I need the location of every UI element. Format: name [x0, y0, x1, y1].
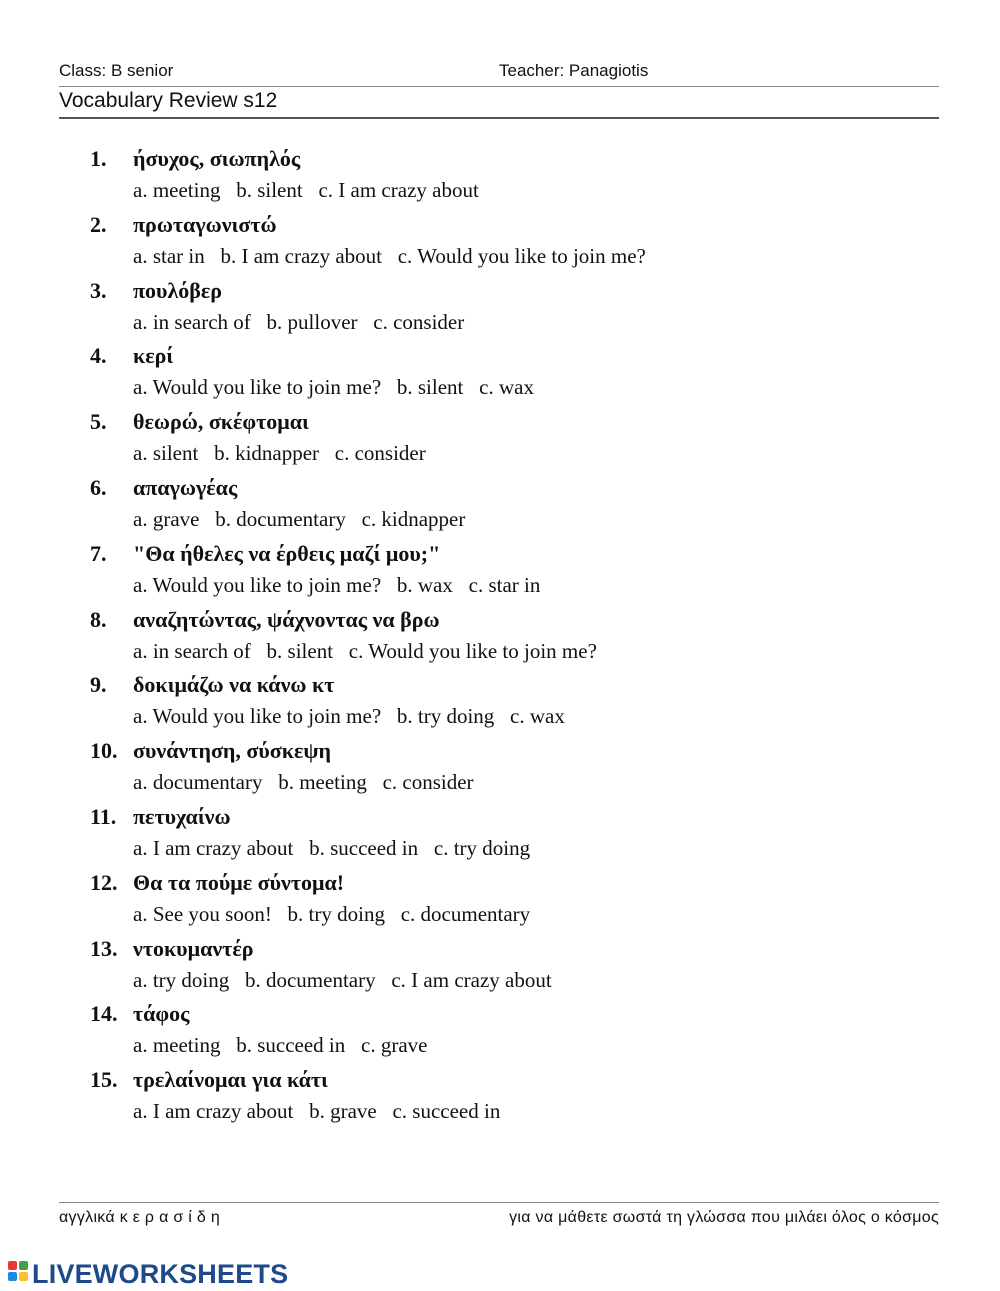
answer-options[interactable]: a. meeting b. succeed in c. grave [133, 1033, 428, 1057]
header-divider [59, 86, 939, 87]
logo-tile-icon [8, 1272, 17, 1281]
question-prompt: αναζητώντας, ψάχνοντας να βρω [133, 607, 440, 632]
answer-options[interactable]: a. Would you like to join me? b. try doing c. wax [133, 704, 565, 728]
question-number: 11. [90, 804, 117, 829]
question-item [0, 540, 1000, 606]
question-item [0, 737, 1000, 803]
question-item [0, 145, 1000, 211]
question-number: 12. [90, 870, 118, 895]
answer-options[interactable]: a. I am crazy about b. grave c. succeed in [133, 1099, 501, 1123]
question-prompt: ντοκυμαντέρ [133, 936, 254, 961]
logo-tile-icon [8, 1261, 17, 1270]
class-label: Class: B senior [59, 61, 174, 80]
question-item [0, 803, 1000, 869]
answer-options[interactable]: a. in search of b. silent c. Would you like to join me? [133, 639, 597, 663]
question-item [0, 869, 1000, 935]
answer-options[interactable]: a. star in b. I am crazy about c. Would you like to join me? [133, 244, 646, 268]
question-prompt: δοκιμάζω να κάνω κτ [133, 672, 335, 697]
question-prompt: ήσυχος, σιωπηλός [133, 146, 301, 171]
question-number: 15. [90, 1067, 118, 1092]
question-number: 7. [90, 541, 107, 566]
question-prompt: Θα τα πούμε σύντομα! [133, 870, 345, 895]
question-number: 13. [90, 936, 118, 961]
question-prompt: πουλόβερ [133, 278, 223, 303]
question-prompt: τρελαίνομαι για κάτι [133, 1067, 328, 1092]
worksheet-header [59, 61, 939, 85]
logo-tile-icon [19, 1261, 28, 1270]
logo-text: LIVEWORKSHEETS [32, 1259, 289, 1289]
answer-options[interactable]: a. I am crazy about b. succeed in c. try doing [133, 836, 531, 860]
answer-options[interactable]: a. documentary b. meeting c. consider [133, 770, 474, 794]
question-item [0, 474, 1000, 540]
question-number: 3. [90, 278, 107, 303]
question-number: 10. [90, 738, 118, 763]
question-number: 2. [90, 212, 107, 237]
answer-options[interactable]: a. silent b. kidnapper c. consider [133, 441, 426, 465]
answer-options[interactable]: a. in search of b. pullover c. consider [133, 310, 465, 334]
question-item [0, 408, 1000, 474]
teacher-label: Teacher: Panagiotis [499, 61, 649, 80]
question-prompt: απαγωγέας [133, 475, 238, 500]
footer-divider [59, 1202, 939, 1203]
question-number: 5. [90, 409, 107, 434]
question-prompt: πετυχαίνω [133, 804, 231, 829]
question-item [0, 211, 1000, 277]
footer-right-text: για να μάθετε σωστά τη γλώσσα που μιλάει όλος ο κόσμος [509, 1209, 939, 1226]
logo-tile-icon [19, 1272, 28, 1281]
answer-options[interactable]: a. See you soon! b. try doing c. documentary [133, 902, 531, 926]
question-number: 1. [90, 146, 107, 171]
question-number: 8. [90, 607, 107, 632]
footer-left-text: αγγλικά κ ε ρ α σ ί δ η [59, 1209, 221, 1226]
question-item [0, 277, 1000, 343]
question-item [0, 935, 1000, 1001]
question-item [0, 671, 1000, 737]
question-prompt: κερί [133, 343, 174, 368]
worksheet-title: Vocabulary Review s12 [59, 89, 278, 112]
question-prompt: τάφος [133, 1001, 190, 1026]
answer-options[interactable]: a. try doing b. documentary c. I am crazy about [133, 968, 552, 992]
answer-options[interactable]: a. Would you like to join me? b. wax c. star in [133, 573, 541, 597]
question-number: 9. [90, 672, 107, 697]
question-prompt: θεωρώ, σκέφτομαι [133, 409, 309, 434]
answer-options[interactable]: a. Would you like to join me? b. silent c. wax [133, 375, 534, 399]
question-item [0, 1000, 1000, 1066]
question-number: 4. [90, 343, 107, 368]
question-number: 6. [90, 475, 107, 500]
answer-options[interactable]: a. grave b. documentary c. kidnapper [133, 507, 466, 531]
question-item [0, 1066, 1000, 1132]
title-divider [59, 117, 939, 119]
answer-options[interactable]: a. meeting b. silent c. I am crazy about [133, 178, 479, 202]
question-item [0, 342, 1000, 408]
question-number: 14. [90, 1001, 118, 1026]
question-prompt: "Θα ήθελες να έρθεις μαζί μου;" [133, 541, 441, 566]
question-item [0, 606, 1000, 672]
question-prompt: πρωταγωνιστώ [133, 212, 277, 237]
question-prompt: συνάντηση, σύσκεψη [133, 738, 332, 763]
